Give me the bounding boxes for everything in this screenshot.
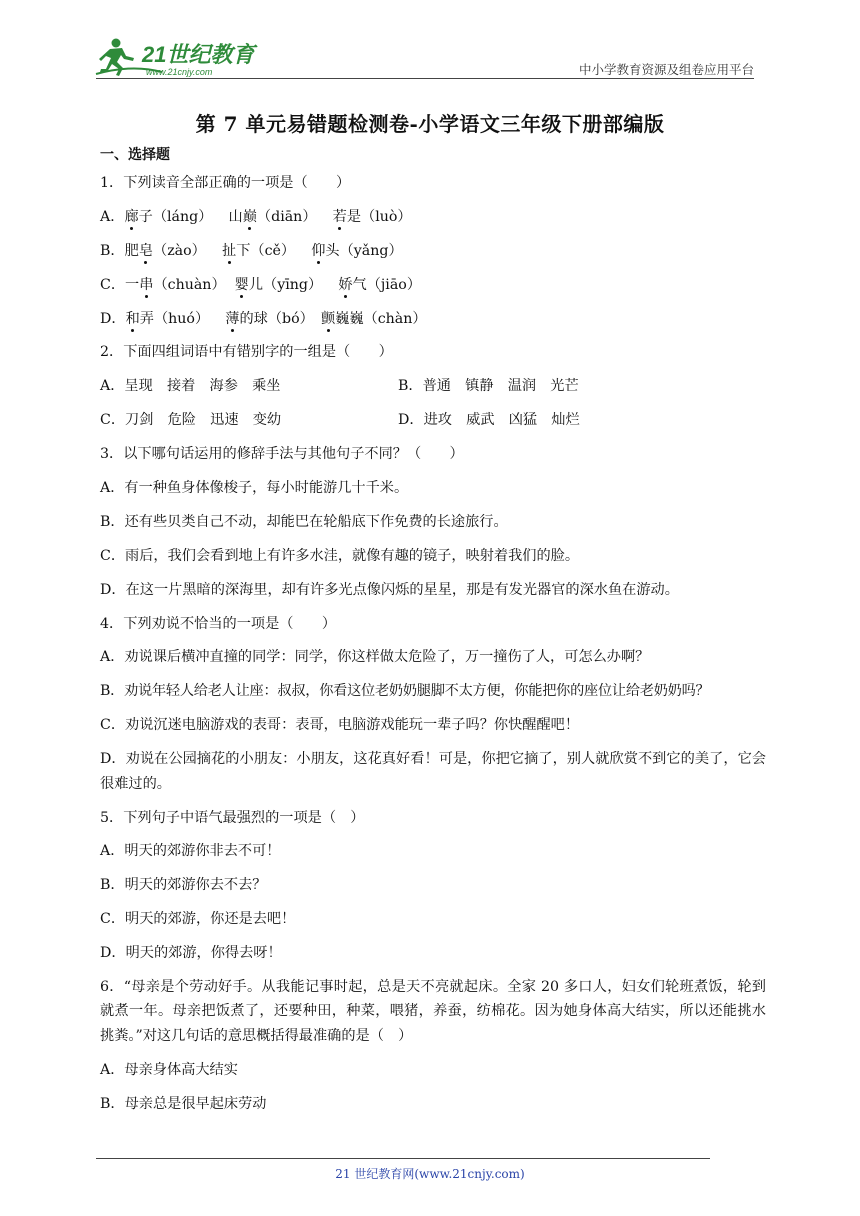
footer-divider (96, 1158, 710, 1159)
option-prefix: D． (100, 310, 126, 327)
dotted-char: 扯 (221, 242, 237, 259)
q1-option-c[interactable] (100, 273, 766, 298)
q3-option-a[interactable]: A．有一种鱼身体像梭子，每小时能游几十千米。 (100, 480, 409, 497)
option-text: （zào） (153, 242, 222, 259)
q1-option-b[interactable] (100, 239, 766, 264)
page-title: 第 7 单元易错题检测卷-小学语文三年级下册部编版 (195, 112, 665, 136)
dotted-char: 和 (125, 310, 140, 327)
q2-options-row-2 (100, 408, 766, 433)
q3-stem: 3．以下哪句话运用的修辞手法与其他句子不同？（ ） (100, 446, 464, 463)
q1-option-d[interactable] (100, 307, 766, 332)
option-text: 儿（yīng） (248, 276, 339, 293)
q2-option-b[interactable]: B．普通 镇静 温润 光芒 (398, 378, 579, 395)
q2-options-row-1 (100, 374, 766, 399)
q6-stem: 6．“母亲是个劳动好手。从我能记事时起，总是天不亮就起床。全家 20 多口人，妇女们轮班煮饭，轮到就煮一年。母亲把饭煮了，还要种田，种菜，喂猪，养蚕，纺棉花。因为她身体高大结实，所以还能挑水挑粪。”对这几句话的意思概括得最准确的是（ ） (100, 978, 766, 1044)
logo-url: www.21cnjy.com (146, 67, 213, 77)
dotted-char: 皂 (138, 242, 154, 259)
q2-option-a[interactable]: A．呈现 接着 海参 乘坐 (100, 378, 281, 395)
q5-option-a[interactable]: A．明天的郊游你非去不可！ (100, 843, 281, 860)
option-text: 子（láng） 山 (138, 208, 243, 225)
header-platform-text: 中小学教育资源及组卷应用平台 (578, 62, 754, 77)
option-text: （chuàn） (153, 276, 235, 293)
site-logo (92, 34, 262, 80)
logo-text: 21世纪教育 (142, 42, 255, 67)
q4-stem: 4．下列劝说不恰当的一项是（ ） (100, 615, 337, 632)
section-heading: 一、选择题 (100, 147, 170, 163)
option-prefix: B．肥 (100, 242, 139, 259)
option-text: 气（jiāo） (352, 276, 422, 293)
q1-option-a[interactable] (100, 205, 766, 230)
dotted-char: 婴 (234, 276, 249, 293)
q3-option-d[interactable]: D．在这一片黑暗的深海里，却有许多光点像闪烁的星星，那是有发光器官的深水鱼在游动。 (100, 581, 679, 598)
q3-option-b[interactable]: B．还有些贝类自己不动，却能巴在轮船底下作免费的长途旅行。 (100, 513, 508, 530)
header-divider (96, 78, 754, 79)
q5-option-b[interactable]: B．明天的郊游你去不去？ (100, 877, 267, 894)
option-text: 的球（bó） (239, 310, 321, 327)
q6-option-a[interactable]: A．母亲身体高大结实 (100, 1061, 238, 1078)
option-text: 巍巍（chàn） (335, 310, 427, 327)
dotted-char: 娇 (338, 276, 353, 293)
q4-option-a[interactable]: A．劝说课后横冲直撞的同学：同学，你这样做太危险了，万一撞伤了人，可怎么办啊？ (100, 649, 650, 666)
q3-option-c[interactable]: C．雨后，我们会看到地上有许多水洼，就像有趣的镜子，映射着我们的脸。 (100, 547, 580, 564)
q4-option-c[interactable]: C．劝说沉迷电脑游戏的表哥：表哥，电脑游戏能玩一辈子吗？你快醒醒吧！ (100, 717, 580, 734)
dotted-char: 巅 (242, 208, 257, 225)
option-prefix: A． (100, 208, 125, 225)
option-text: （diān） (256, 208, 333, 225)
q5-option-d[interactable]: D．明天的郊游，你得去呀！ (100, 945, 282, 962)
footer-link[interactable]: 21 世纪教育网(www.21cnjy.com) (335, 1167, 525, 1181)
dotted-char: 廊 (124, 208, 139, 225)
q4-option-b[interactable]: B．劝说年轻人给老人让座：叔叔，你看这位老奶奶腿脚不太方便，你能把你的座位让给老奶奶吗？ (100, 683, 710, 700)
option-text: 头（yǎng） (325, 242, 403, 259)
dotted-char: 颤 (320, 310, 336, 327)
dotted-char: 仰 (311, 242, 326, 259)
runner-logo-icon (92, 34, 262, 80)
q2-option-d[interactable]: D．进攻 威武 凶猛 灿烂 (398, 412, 580, 429)
option-prefix: C．一 (100, 276, 140, 293)
question-list (100, 146, 766, 1126)
dotted-char: 若 (332, 208, 347, 225)
dotted-char: 薄 (225, 310, 240, 327)
q6-option-b[interactable]: B．母亲总是很早起床劳动 (100, 1095, 267, 1112)
q5-stem: 5．下列句子中语气最强烈的一项是（ ） (100, 809, 365, 826)
q2-option-c[interactable]: C．刀剑 危险 迅速 变幼 (100, 412, 282, 429)
option-text: 弄（huó） (139, 310, 226, 327)
q4-option-d[interactable]: D．劝说在公园摘花的小朋友：小朋友，这花真好看！可是，你把它摘了，别人就欣赏不到它的美了，它会很难过的。 (100, 751, 766, 792)
dotted-char: 串 (139, 276, 154, 293)
q2-stem: 2．下面四组词语中有错别字的一组是（ ） (100, 344, 393, 361)
option-text: 下（cě） (236, 242, 312, 259)
q1-stem: 1．下列读音全部正确的一项是（ ） (100, 175, 351, 191)
q5-option-c[interactable]: C．明天的郊游，你还是去吧！ (100, 911, 296, 928)
option-text: 是（luò） (346, 208, 412, 225)
